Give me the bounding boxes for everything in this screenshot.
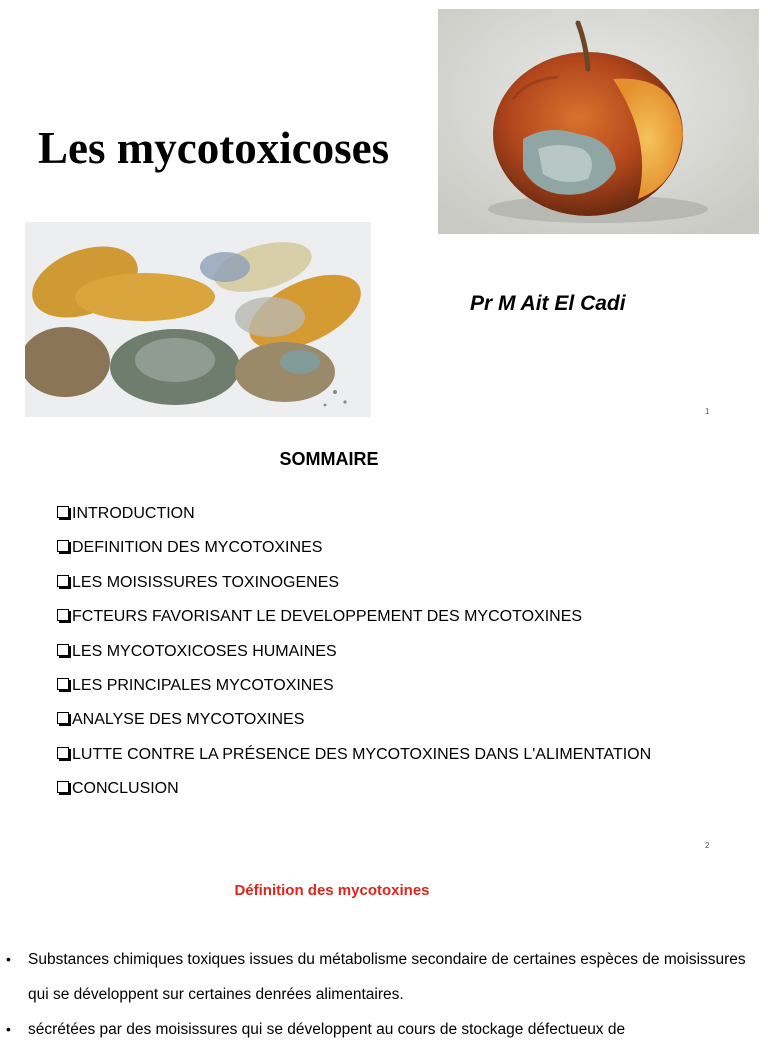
definition-heading: Définition des mycotoxines (234, 882, 430, 899)
checkbox-bullet-icon (57, 712, 69, 724)
definition-bullets (0, 942, 768, 1047)
moldy-corn-bread-image (25, 222, 371, 417)
slide-title: Les mycotoxicoses (38, 123, 390, 173)
toc-item (57, 571, 651, 605)
toc-item-label: FCTEURS FAVORISANT LE DEVELOPPEMENT DES MYCOTOXINES (72, 608, 583, 626)
slide-1 (0, 0, 768, 430)
toc-item (57, 674, 651, 708)
page-number: 1 (705, 407, 710, 416)
toc-item (57, 708, 651, 742)
toc-item (57, 502, 651, 536)
toc-item (57, 605, 651, 639)
toc-item-label: LUTTE CONTRE LA PRÉSENCE DES MYCOTOXINES DANS L'ALIMENTATION (72, 745, 652, 763)
page-number: 2 (705, 841, 710, 850)
checkbox-bullet-icon (57, 678, 69, 690)
moldy-apple-image (438, 9, 759, 234)
toc-item (57, 536, 651, 570)
checkbox-bullet-icon (57, 506, 69, 518)
toc-item-label: LES MYCOTOXICOSES HUMAINES (72, 642, 337, 660)
toc-item-label: ANALYSE DES MYCOTOXINES (72, 711, 305, 729)
toc-item (57, 640, 651, 674)
toc-item-label: LES PRINCIPALES MYCOTOXINES (72, 676, 334, 694)
toc-item-label: DEFINITION DES MYCOTOXINES (72, 539, 323, 557)
bullet-dot-icon: • (6, 951, 11, 967)
checkbox-bullet-icon (57, 747, 69, 759)
sommaire-heading: SOMMAIRE (279, 449, 379, 469)
bullet-item (0, 1012, 768, 1047)
toc-item (57, 743, 651, 777)
bullet-item (0, 942, 768, 1012)
checkbox-bullet-icon (57, 540, 69, 552)
checkbox-bullet-icon (57, 781, 69, 793)
toc-item-label: INTRODUCTION (72, 505, 195, 522)
toc-item-label: LES MOISISSURES TOXINOGENES (72, 573, 340, 591)
author-name: Pr M Ait El Cadi (470, 292, 626, 315)
bullet-dot-icon: • (6, 1021, 11, 1037)
toc-item-label: CONCLUSION (72, 780, 179, 798)
checkbox-bullet-icon (57, 644, 69, 656)
toc-item (57, 777, 651, 811)
table-of-contents (57, 502, 651, 812)
bullet-text: Substances chimiques toxiques issues du métabolisme secondaire de certaines espèces de moisissures qui se développent sur certaines denrées alimentaires. (28, 951, 746, 1003)
checkbox-bullet-icon (57, 609, 69, 621)
checkbox-bullet-icon (57, 575, 69, 587)
bullet-text: sécrétées par des moisissures qui se développent au cours de stockage défectueux de (28, 1021, 626, 1038)
